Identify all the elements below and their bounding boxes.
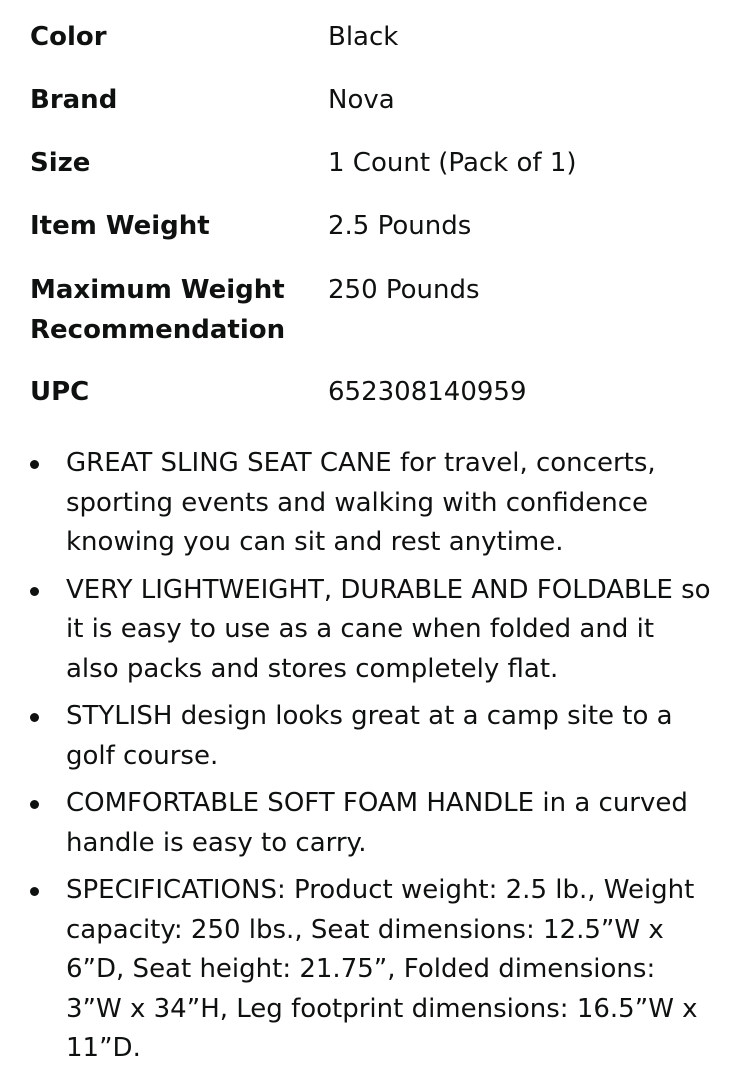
feature-bullet-text: VERY LIGHTWEIGHT, DURABLE AND FOLDABLE so it is easy to use as a cane when folded and it also packs and stores completely flat. bbox=[66, 574, 711, 684]
spec-key: Size bbox=[30, 148, 91, 178]
spec-value: 2.5 Pounds bbox=[328, 211, 472, 241]
spec-value: Nova bbox=[328, 85, 395, 115]
feature-bullet-text: COMFORTABLE SOFT FOAM HANDLE in a curved handle is easy to carry. bbox=[66, 788, 688, 858]
feature-bullet-item bbox=[30, 571, 712, 690]
feature-bullet-item bbox=[30, 871, 712, 1069]
spec-key: Maximum Weight Recommendation bbox=[30, 275, 286, 345]
spec-value: 652308140959 bbox=[328, 377, 527, 407]
bullet-dot-icon bbox=[30, 587, 39, 596]
spec-value: 250 Pounds bbox=[328, 275, 480, 305]
feature-bullet-item bbox=[30, 697, 712, 776]
spec-value: Black bbox=[328, 22, 399, 52]
bullet-dot-icon bbox=[30, 713, 39, 722]
spec-key: UPC bbox=[30, 377, 90, 407]
bullet-dot-icon bbox=[30, 800, 39, 809]
spec-key: Brand bbox=[30, 85, 118, 115]
spec-key: Color bbox=[30, 22, 107, 52]
feature-bullet-text: STYLISH design looks great at a camp site to a golf course. bbox=[66, 701, 673, 771]
spec-key: Item Weight bbox=[30, 211, 210, 241]
feature-bullet-text: SPECIFICATIONS: Product weight: 2.5 lb., Weight capacity: 250 lbs., Seat dimensions: 12.5”W x 6”D, Seat height: 21.75”, Folded dimensions: 3”W x 34”H, Leg footprint dimensions: 16.5”W x 11”D. bbox=[66, 875, 698, 1063]
feature-bullet-item bbox=[30, 784, 712, 863]
feature-bullet-text: GREAT SLING SEAT CANE for travel, concerts, sporting events and walking with confidence knowing you can sit and rest anytime. bbox=[66, 448, 656, 557]
bullet-dot-icon bbox=[30, 460, 39, 469]
bullet-dot-icon bbox=[30, 887, 39, 896]
spec-value: 1 Count (Pack of 1) bbox=[328, 148, 577, 178]
feature-bullet-item bbox=[30, 444, 712, 563]
feature-bullets bbox=[30, 444, 712, 1077]
